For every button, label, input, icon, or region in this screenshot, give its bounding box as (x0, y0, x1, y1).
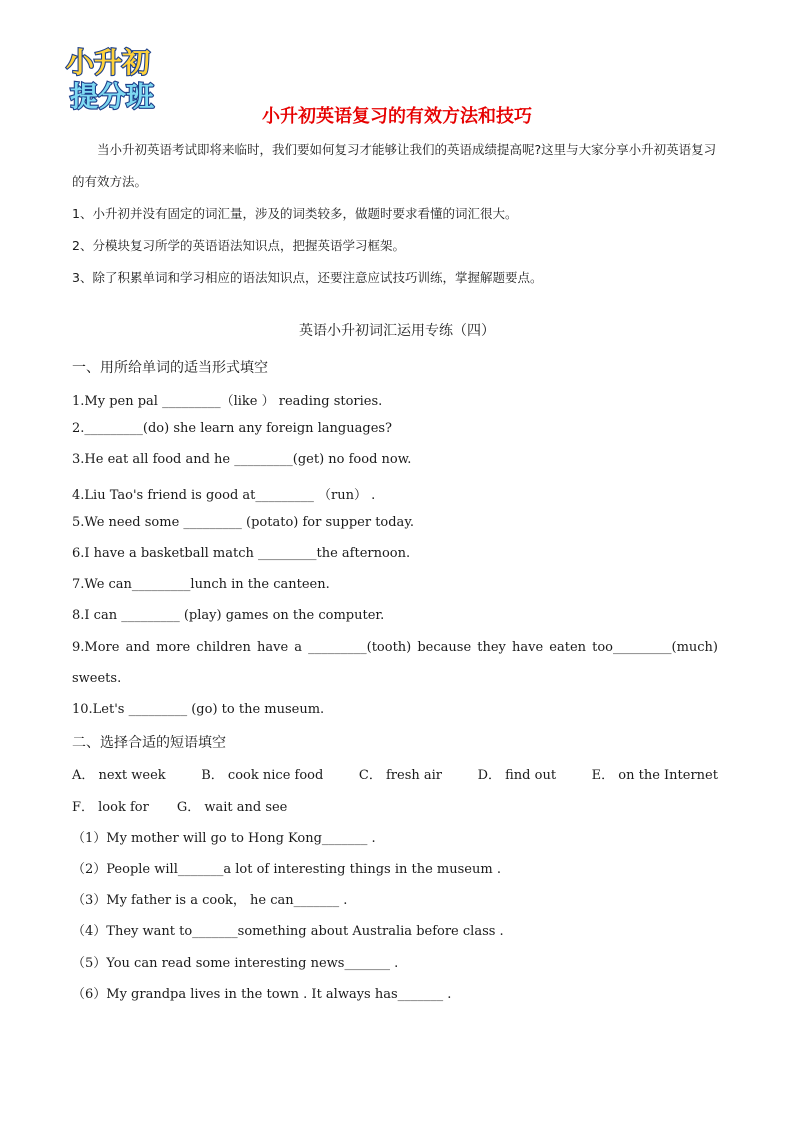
option: F． look for (72, 800, 149, 815)
option: G． wait and see (176, 800, 288, 815)
question: 7.We can_________lunch in the canteen. (72, 577, 330, 592)
section-heading: 二、选择合适的短语填空 (72, 735, 226, 751)
option: D． find out (477, 768, 557, 783)
question: 1.My pen pal _________（like ） reading stories. (72, 394, 383, 409)
question-continuation: sweets. (72, 671, 122, 686)
phrase-question: （2）People will_______a lot of interesting things in the museum . (72, 862, 501, 877)
section-heading: 一、用所给单词的适当形式填空 (72, 360, 268, 376)
option: C． fresh air (358, 768, 442, 783)
phrase-question: （4）They want to_______something about Australia before class . (72, 924, 504, 939)
phrase-question: （1）My mother will go to Hong Kong_______ . (72, 831, 376, 846)
intro-paragraph: 当小升初英语考试即将来临时，我们要如何复习才能够让我们的英语成绩提高呢?这里与大家分享小升初英语复习的有效方法。 (72, 142, 717, 189)
phrase-question: （6）My grandpa lives in the town . It always has_______ . (72, 987, 452, 1002)
question: 5.We need some _________ (potato) for supper today. (72, 515, 415, 530)
intro-tip: 3、除了积累单词和学习相应的语法知识点，还要注意应试技巧训练，掌握解题要点。 (72, 270, 543, 285)
intro-tip: 2、分模块复习所学的英语语法知识点，把握英语学习框架。 (72, 238, 405, 253)
options (72, 764, 718, 815)
question: 8.I can _________ (play) games on the computer. (72, 608, 385, 623)
question: 10.Let's _________ (go) to the museum. (72, 702, 325, 717)
exercise-title: 英语小升初词汇运用专练（四） (299, 323, 495, 339)
question: 9.More and more children have a _________(tooth) because they have eaten too_________(much) (72, 640, 718, 655)
phrase-question: （3）My father is a cook， he can_______ . (72, 893, 348, 908)
option: A． next week (72, 768, 166, 783)
phrase-question: （5）You can read some interesting news_______ . (72, 956, 399, 971)
intro (72, 134, 722, 294)
logo-line2: 提分班 (70, 80, 155, 113)
logo-line1: 小升初 (66, 46, 151, 79)
question: 4.Liu Tao's friend is good at_________ （run） . (72, 488, 376, 503)
option: B． cook nice food (201, 768, 324, 783)
page-title: 小升初英语复习的有效方法和技巧 (262, 106, 532, 127)
question: 3.He eat all food and he _________(get) no food now. (72, 452, 412, 467)
question: 6.I have a basketball match _________the afternoon. (72, 546, 411, 561)
intro-tip: 1、小升初并没有固定的词汇量，涉及的词类较多，做题时要求看懂的词汇很大。 (72, 206, 518, 221)
question: 2._________(do) she learn any foreign languages? (72, 421, 393, 436)
option: E． on the Internet (591, 768, 718, 783)
